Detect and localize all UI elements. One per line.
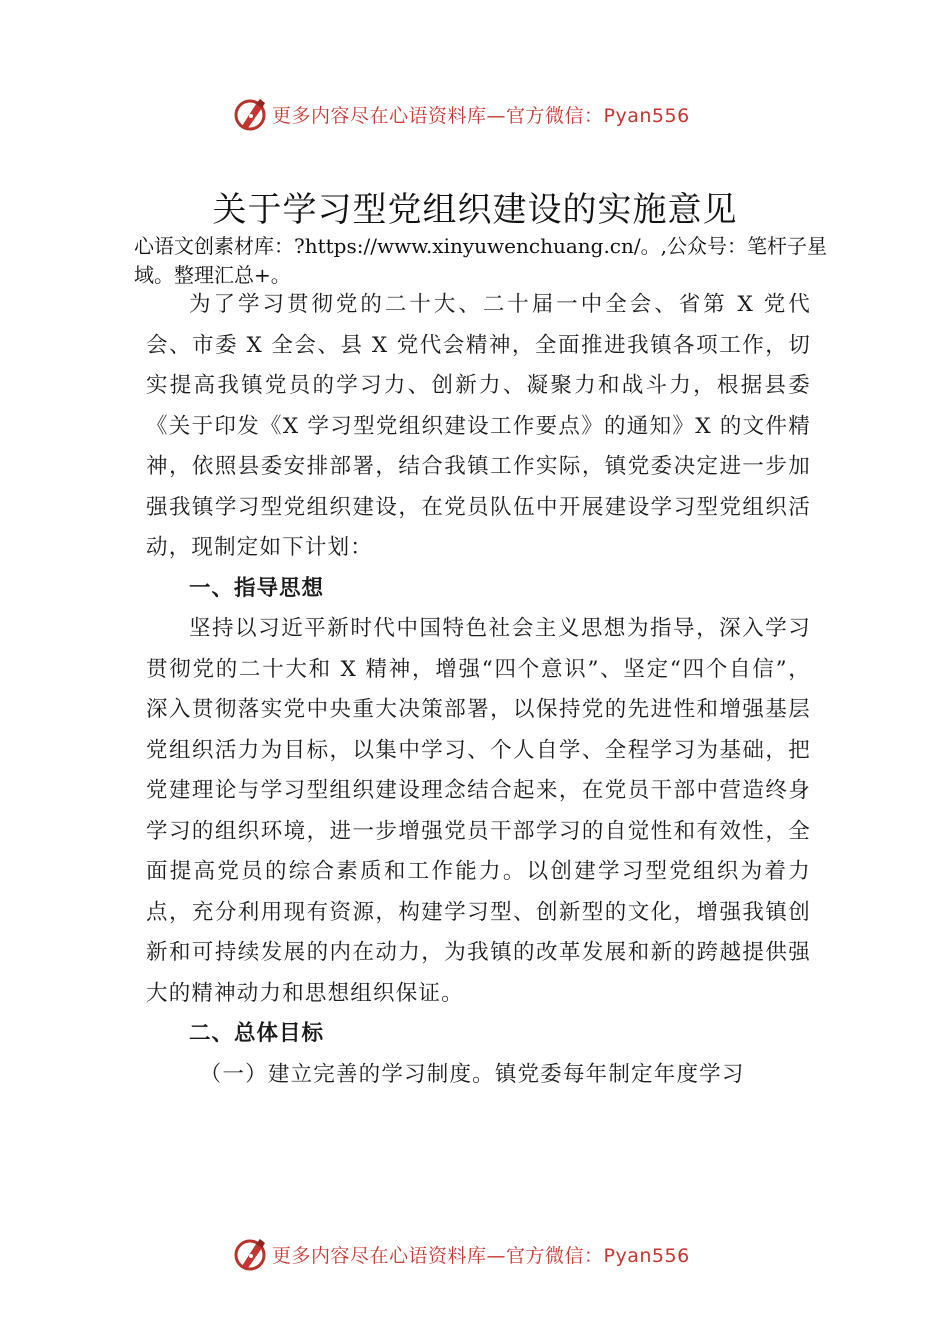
wechat-id: Pyan556 — [603, 104, 690, 127]
banner-text: 更多内容尽在心语资料库—官方微信：Pyan556 — [272, 1244, 690, 1267]
section-heading-1: 一、指导思想 — [189, 575, 325, 601]
source-note: 心语文创素材库：?https://www.xinyuwenchuang.cn/。,公众号：笔杆子星域。整理汇总+。 — [134, 234, 827, 287]
pen-nib-circle-icon — [232, 96, 268, 132]
banner-text: 更多内容尽在心语资料库—官方微信：Pyan556 — [272, 104, 690, 127]
section-paragraph-1: 坚持以习近平新时代中国特色社会主义思想为指导，深入学习贯彻党的二十大和 X 精神，增强“四个意识”、坚定“四个自信”，深入贯彻落实党中央重大决策部署，以保持党的先进性和增强基层党组织活力为目标，以集中学习、个人自学、全程学习为基础，把党建理论与学习型组织建设理念结合起来，在党员干部中营造终身学习的组织环境，进一步增强党员干部学习的自觉性和有效性，全面提高党员的综合素质和工作能力。以创建学习型党组织为着力点，充分利用现有资源，构建学习型、创新型的文化，增强我镇创新和可持续发展的内在动力，为我镇的改革发展和新的跨越提供强大的精神动力和思想组织保证。 — [146, 616, 811, 1006]
intro-paragraph: 为了学习贯彻党的二十大、二十届一中全会、省第 X 党代会、市委 X 全会、县 X 党代会精神，全面推进我镇各项工作，切实提高我镇党员的学习力、创新力、凝聚力和战斗力，根据县委《关于印发《X 学习型党组织建设工作要点》的通知》X 的文件精神，依照县委安排部署，结合我镇工作实际，镇党委决定进一步加强我镇学习型党组织建设，在党员队伍中开展建设学习型党组织活动，现制定如下计划： — [146, 292, 811, 560]
footer-banner — [232, 1234, 690, 1274]
pen-nib-circle-icon — [232, 1236, 268, 1272]
document-body — [146, 285, 811, 1095]
section-item-1: （一）建立完善的学习制度。镇党委每年制定年度学习 — [199, 1061, 745, 1087]
wechat-id: Pyan556 — [603, 1244, 690, 1267]
document-title: 关于学习型党组织建设的实施意见 — [212, 190, 738, 230]
header-banner — [232, 94, 690, 134]
section-heading-2: 二、总体目标 — [189, 1021, 325, 1046]
